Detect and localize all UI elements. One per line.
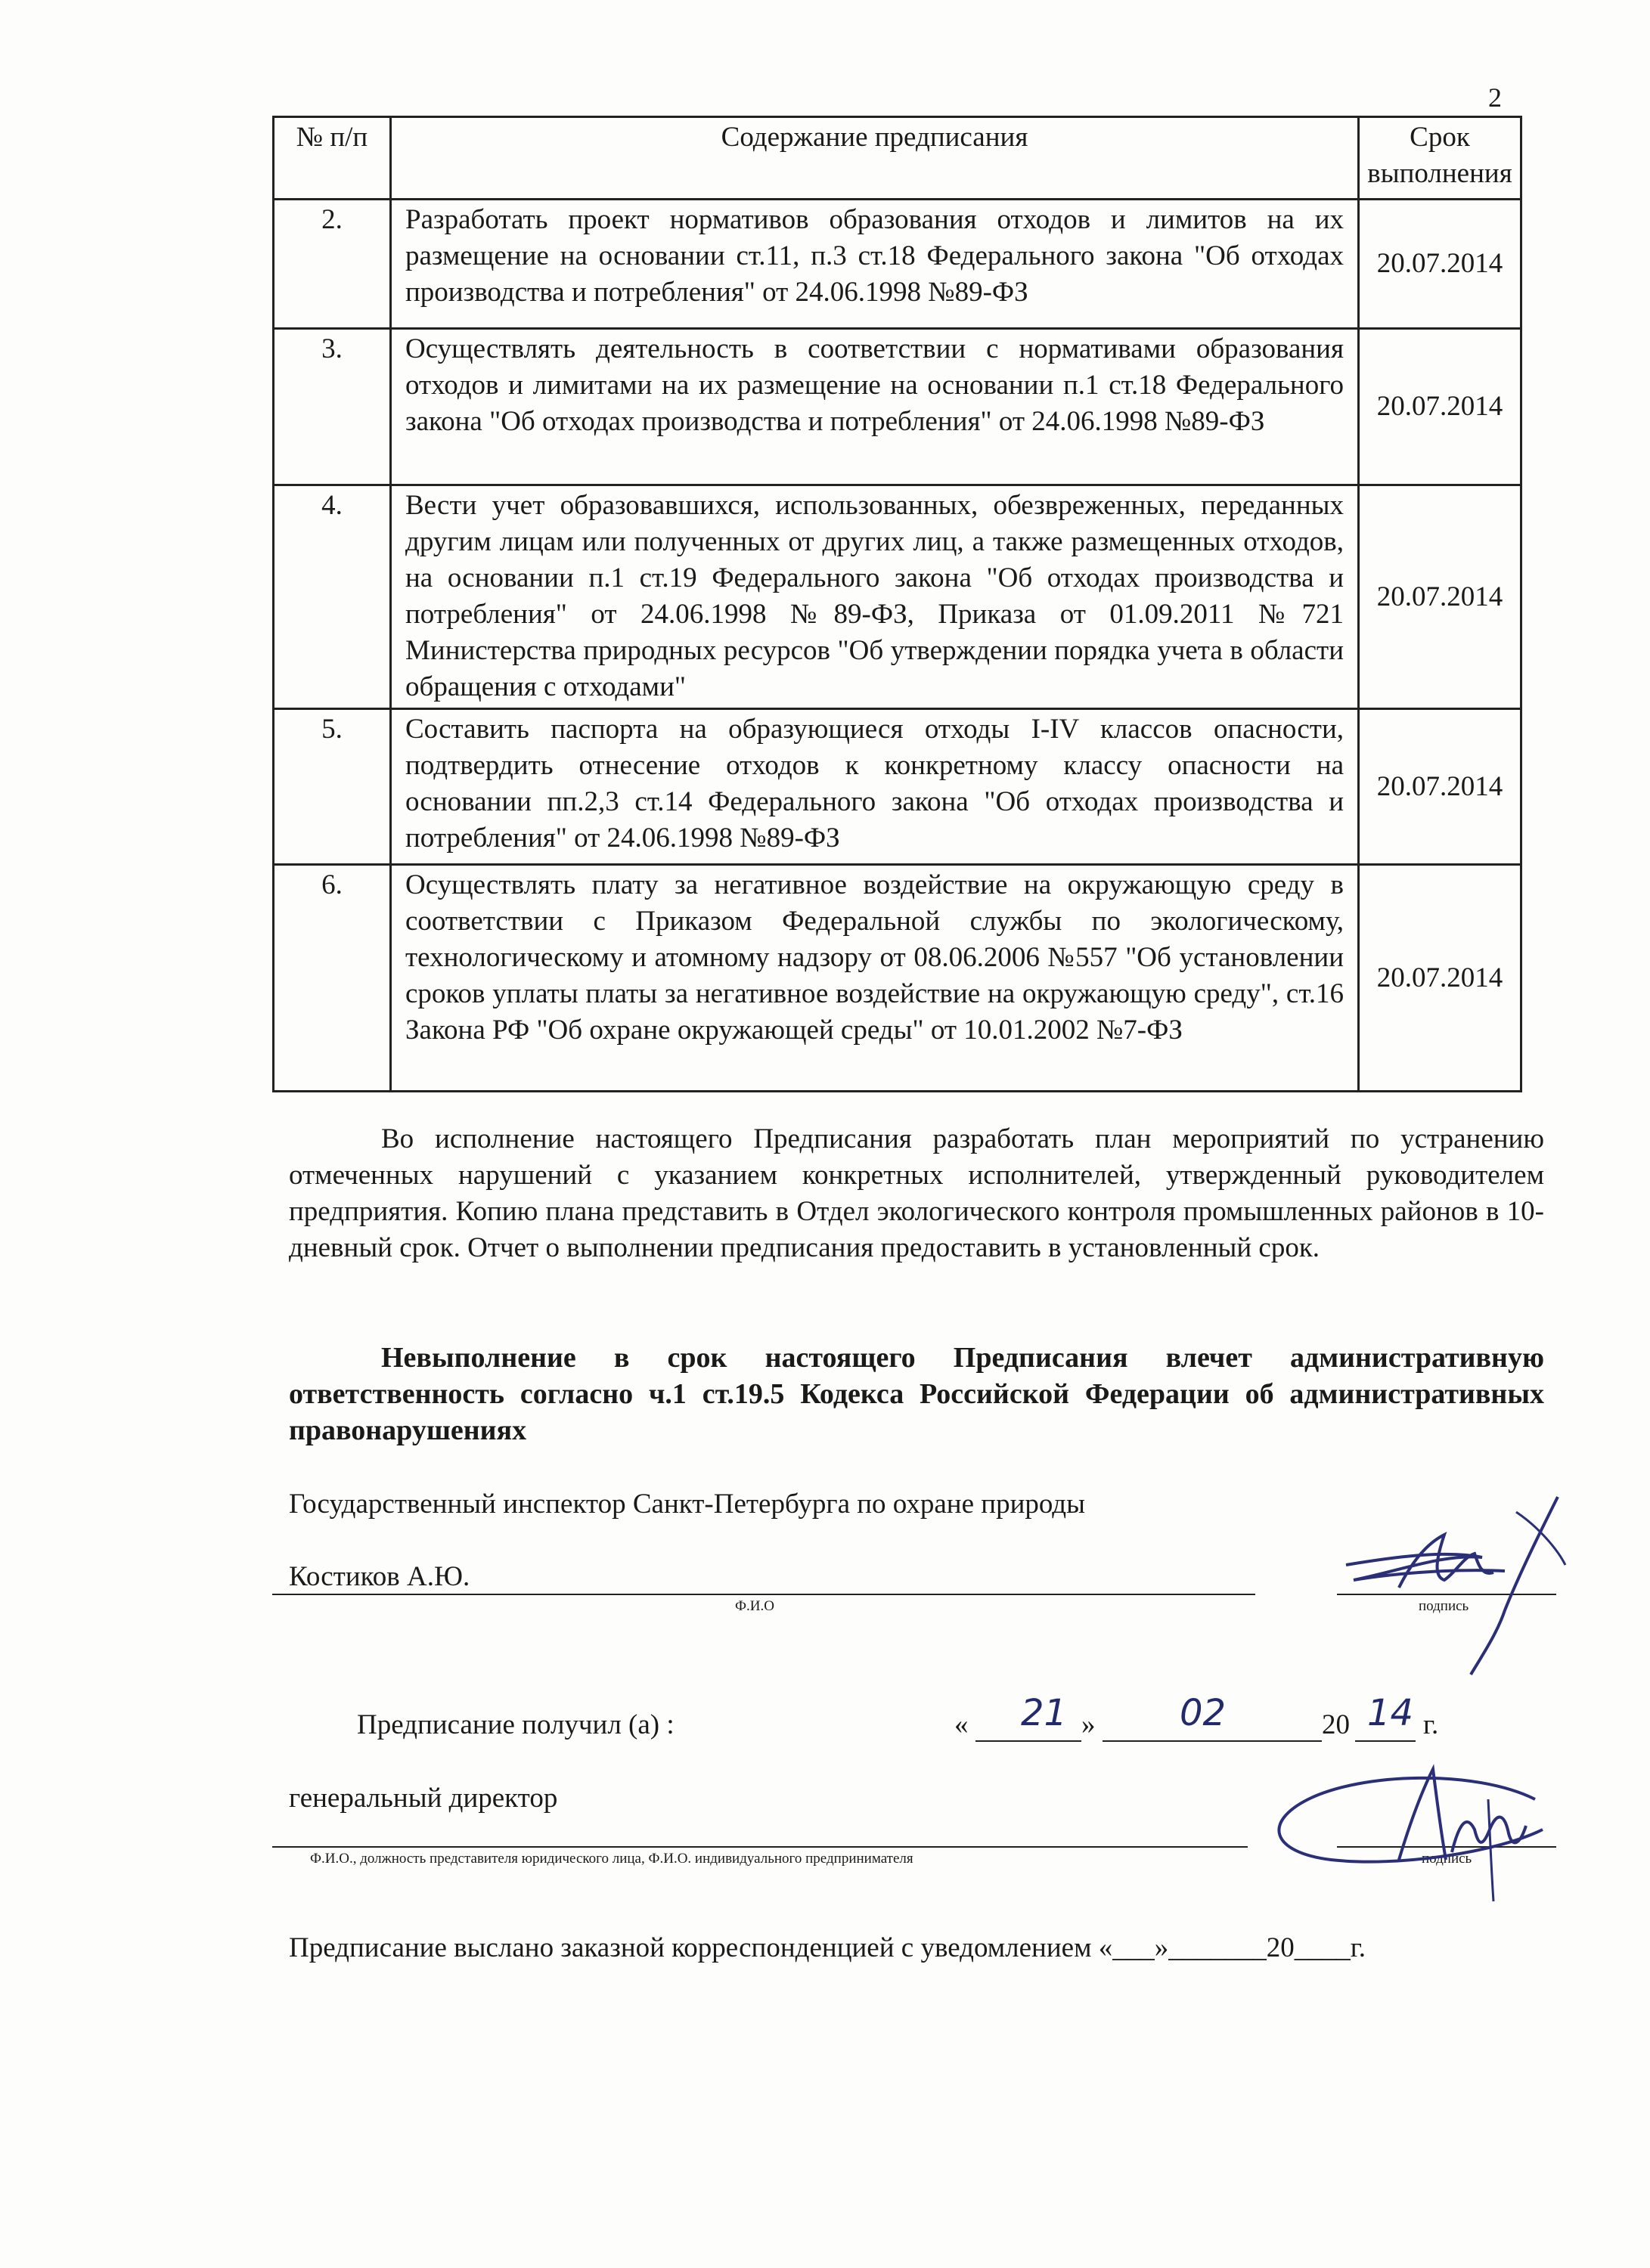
receipt-year-prefix: 20: [1322, 1709, 1350, 1740]
receipt-date-open-quote: «: [954, 1709, 969, 1740]
table-row: [274, 485, 1521, 709]
table-row: [274, 865, 1521, 1092]
inspector-name: Костиков А.Ю.: [289, 1561, 470, 1592]
row-text: Осуществлять плату за негативное воздействие на окружающую среду в соответствии с Приказом Федеральной службы по экологическому, технологическому и атомному надзору от 08.06.2006 №557 "Об установлении сроков уплаты платы за негативное воздействие на окружающую среду", ст.16 Закона РФ "Об охране окружающей среды" от 10.01.2002 №7-ФЗ: [391, 865, 1359, 1092]
plan-paragraph: Во исполнение настоящего Предписания разработать план мероприятий по устранению отмеченных нарушений с указанием конкретных исполнителей, утвержденный руководителем предприятия. Копию плана представить в Отдел экологического контроля промышленных районов в 10-дневный срок. Отчет о выполнении предписания предоставить в установленный срок.: [289, 1123, 1544, 1263]
recipient-caption: Ф.И.О., должность представителя юридического лица, Ф.И.О. индивидуального предпринимателя: [310, 1851, 913, 1867]
receipt-date-close-quote: »: [1081, 1709, 1096, 1740]
table-row: [274, 709, 1521, 865]
recipient-line: [272, 1846, 1248, 1848]
row-number: 6.: [274, 865, 391, 1092]
table-header-row: [274, 117, 1521, 200]
inspector-name-line: [272, 1594, 1255, 1595]
row-number: 3.: [274, 329, 391, 485]
header-deadline: Срок выполнения: [1359, 117, 1521, 200]
orders-table: [272, 116, 1522, 1092]
row-text: Составить паспорта на образующиеся отходы I-IV классов опасности, подтвердить отнесение отходов к конкретному классу опасности на основании пп.2,3 ст.14 Федерального закона "Об отходах производства и потребления" от 24.06.1998 №89-ФЗ: [391, 709, 1359, 865]
receipt-day-line: [975, 1740, 1081, 1742]
inspector-signature-icon: [1331, 1482, 1580, 1678]
row-deadline: 20.07.2014: [1359, 865, 1521, 1092]
receipt-year-suffix: 14: [1367, 1692, 1414, 1734]
row-deadline: 20.07.2014: [1359, 329, 1521, 485]
row-number: 4.: [274, 485, 391, 709]
recipient-signature-caption: подпись: [1422, 1851, 1472, 1867]
row-number: 5.: [274, 709, 391, 865]
receipt-label: Предписание получил (а) :: [357, 1709, 675, 1740]
receipt-year-line: [1355, 1740, 1416, 1742]
row-deadline: 20.07.2014: [1359, 709, 1521, 865]
mailing-text: Предписание выслано заказной корреспонденцией с уведомлением «___»_______20____г.: [289, 1932, 1366, 1963]
inspector-fio-caption: Ф.И.О: [735, 1598, 774, 1614]
page-number: 2: [1488, 82, 1502, 113]
inspector-signature-caption: подпись: [1419, 1598, 1469, 1614]
receipt-month: 02: [1180, 1692, 1227, 1734]
row-text: Разработать проект нормативов образования отходов и лимитов на их размещение на основании ст.11, п.3 ст.18 Федерального закона "Об отходах производства и потребления" от 24.06.1998 №89-ФЗ: [391, 200, 1359, 329]
receipt-year-end: г.: [1423, 1709, 1439, 1740]
recipient-signature-icon: [1248, 1754, 1580, 1905]
table-row: [274, 200, 1521, 329]
receipt-month-line: [1103, 1740, 1322, 1742]
table-row: [274, 329, 1521, 485]
row-text: Вести учет образовавшихся, использованных, обезвреженных, переданных другим лицам или полученных от других лиц, а также размещенных отходов, на основании п.1 ст.19 Федерального закона "Об отходах производства и потребления" от 24.06.1998 №89-ФЗ, Приказа от 01.09.2011 №721 Министерства природных ресурсов "Об утверждении порядка учета в области обращения с отходами": [391, 485, 1359, 709]
row-text: Осуществлять деятельность в соответствии с нормативами образования отходов и лимитами на их размещение на основании п.1 ст.18 Федерального закона "Об отходах производства и потребления" от 24.06.1998 №89-ФЗ: [391, 329, 1359, 485]
row-deadline: 20.07.2014: [1359, 200, 1521, 329]
receipt-day: 21: [1021, 1692, 1068, 1734]
inspector-title: Государственный инспектор Санкт-Петербурга по охране природы: [289, 1489, 1085, 1520]
header-number: № п/п: [274, 117, 391, 200]
recipient-position: генеральный директор: [289, 1783, 558, 1814]
row-deadline: 20.07.2014: [1359, 485, 1521, 709]
row-number: 2.: [274, 200, 391, 329]
warning-paragraph: Невыполнение в срок настоящего Предписания влечет административную ответственность согласно ч.1 ст.19.5 Кодекса Российской Федерации об административных правонарушениях: [289, 1342, 1544, 1446]
header-content: Содержание предписания: [391, 117, 1359, 200]
